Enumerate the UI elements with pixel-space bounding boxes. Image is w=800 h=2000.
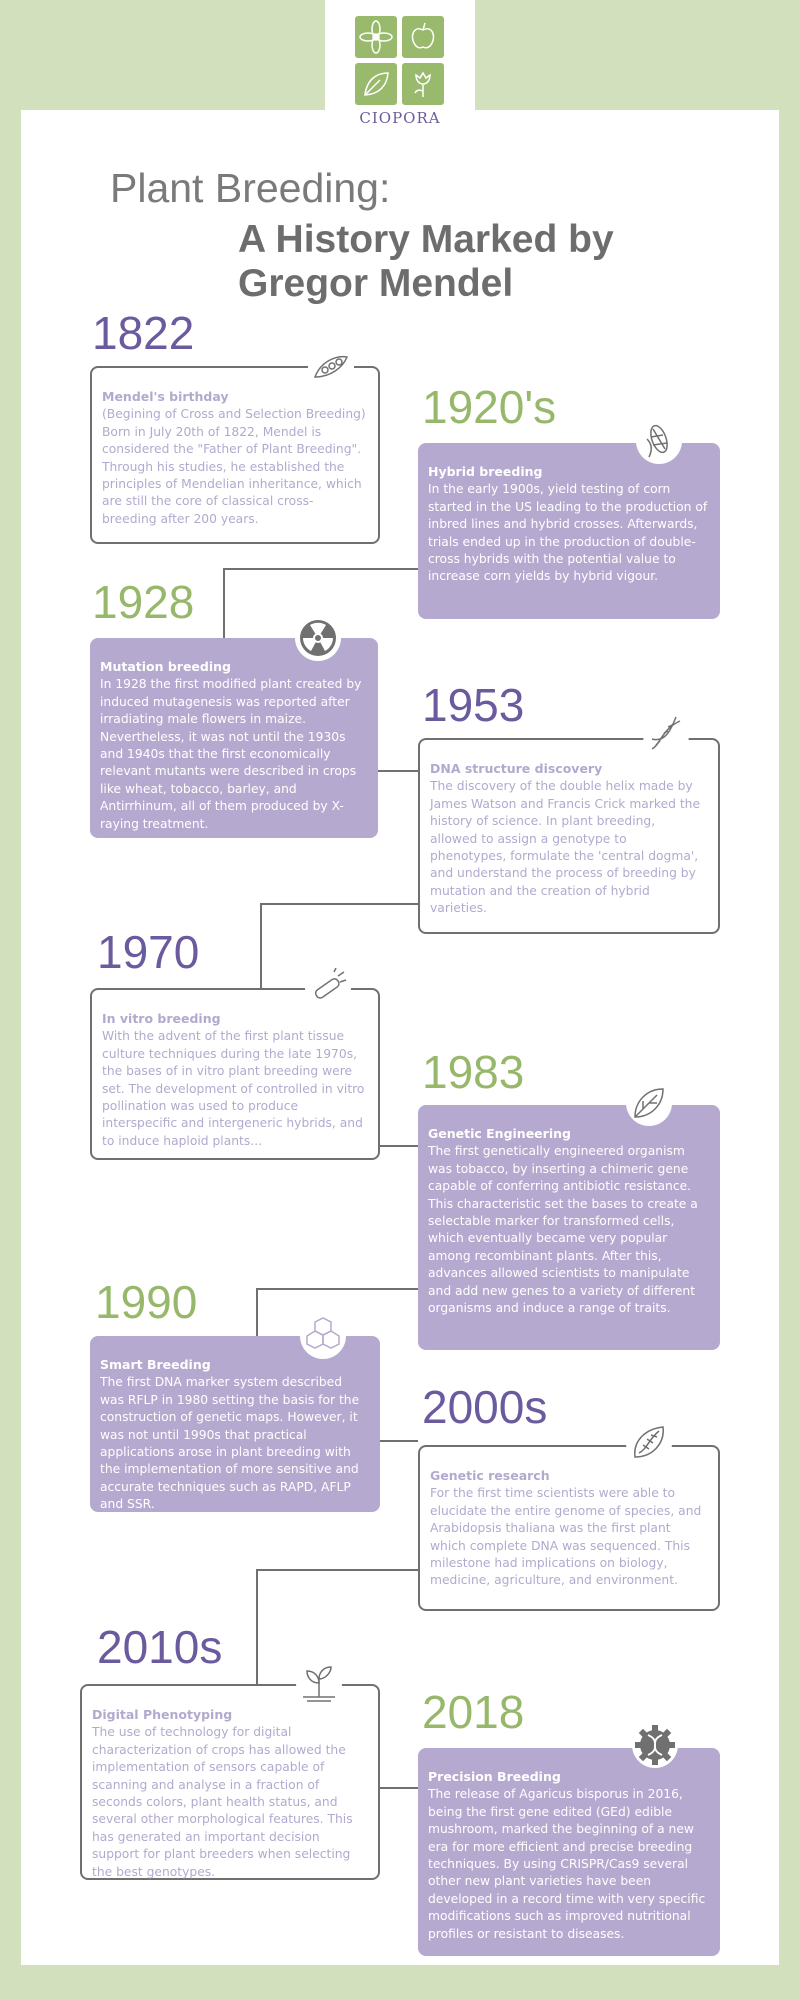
year-1990: 1990: [95, 1276, 198, 1328]
card-title: Mutation breeding: [100, 659, 231, 674]
timeline-connector: [256, 1288, 258, 1336]
timeline-card-1822: [90, 366, 380, 544]
corn-icon: [636, 418, 682, 464]
subtitle-line-2: Gregor Mendel: [238, 262, 514, 305]
card-title: In vitro breeding: [102, 1011, 221, 1026]
pea-pod-icon: [308, 345, 354, 391]
timeline-connector: [380, 1145, 418, 1147]
timeline-connector: [260, 903, 418, 905]
card-title: Genetic research: [430, 1468, 550, 1483]
card-text: For the first time scientists were able to elucidate the entire genome of species, and Arabidopsis thaliana was the first plant which complete DNA was sequenced. This milestone had implications on biology, medicine, agriculture, and environment.: [430, 1486, 702, 1588]
timeline-card-1928: [90, 638, 378, 838]
leaf-icon: [355, 63, 397, 105]
timeline-card-1970: [90, 988, 380, 1160]
dna-leaf-icon: [626, 1420, 672, 1466]
card-text: In the early 1900s, yield testing of corn started in the US leading to the production of inbred lines and hybrid crosses. Afterwards, trials ended up in the production of double-cross hybrids with the potential value to increase corn yields by hybrid vigour.: [428, 482, 708, 584]
card-text: The first DNA marker system described was RFLP in 1980 setting the basis for the construction of genetic maps. However, it was not until 1990s that practical applications arose in plant breeding with the implementation of more sensitive and accurate techniques such as RAPD, AFLP and SSR.: [100, 1375, 360, 1512]
dna-gear-icon: [632, 1722, 678, 1768]
timeline-connector: [256, 1569, 258, 1684]
timeline-card-2010s: [80, 1684, 380, 1880]
year-2000s: 2000s: [422, 1381, 548, 1433]
card-text: The first genetically engineered organism was tobacco, by inserting a chimeric gene capable of conferring antibiotic resistance. This characteristic set the bases to create a selectable marker for transformed cells, which eventually became very popular among recombinant plants. After this, advances allowed scientists to manipulate and add new genes to a variety of different organisms and induce a range of traits.: [428, 1144, 698, 1316]
timeline-connector: [378, 770, 418, 772]
molecule-icon: [300, 1313, 346, 1359]
card-text: The discovery of the double helix made by James Watson and Francis Crick marked the history of science. In plant breeding, allowed to assign a genotype to phenotypes, formulate the 'central dogma', and understand the process of breeding by mutation and the creation of hybrid varieties.: [430, 779, 701, 916]
year-2010s: 2010s: [97, 1621, 223, 1673]
flower-icon: [355, 16, 397, 58]
timeline-card-1920s: [418, 443, 720, 619]
year-1983: 1983: [422, 1046, 525, 1098]
page-subtitle: [238, 218, 614, 306]
timeline-connector: [223, 568, 225, 638]
card-title: Hybrid breeding: [428, 464, 543, 479]
card-title: Precision Breeding: [428, 1769, 561, 1784]
card-text: The use of technology for digital characterization of crops has allowed the implementation of sensors capable of scanning and analyse in a fraction of seconds colors, plant health status, and several other morphological features. This has generated an important decision support for plant breeders when selecting the best genotypes.: [92, 1725, 353, 1879]
timeline-card-2018: [418, 1748, 720, 1956]
timeline-card-1990: [90, 1336, 380, 1512]
seedling-icon: [296, 1660, 342, 1706]
apple-icon: [402, 16, 444, 58]
tobacco-leaf-icon: [626, 1080, 672, 1126]
timeline-card-1953: [418, 738, 720, 934]
timeline-connector: [380, 1440, 418, 1442]
year-2018: 2018: [422, 1686, 525, 1738]
card-title: Smart Breeding: [100, 1357, 211, 1372]
logo: [325, 0, 475, 128]
brand-name: CIOPORA: [359, 109, 441, 127]
page-title: Plant Breeding:: [110, 165, 391, 211]
year-1970: 1970: [97, 926, 200, 978]
timeline-connector: [223, 568, 418, 570]
card-text: (Begining of Cross and Selection Breeding) Born in July 20th of 1822, Mendel is considered the "Father of Plant Breeding". Through his studies, he established the principles of Mendelian inheritance, which are still the core of classical cross-breeding after 200 years.: [102, 407, 366, 526]
timeline-card-1983: [418, 1105, 720, 1350]
year-1822: 1822: [92, 307, 195, 359]
timeline-connector: [260, 903, 262, 988]
radiation-icon: [295, 615, 341, 661]
card-text: In 1928 the first modified plant created by induced mutagenesis was reported after irradiating male flowers in maize. Nevertheless, it was not until the 1930s and 1940s that the first economically relevant mutants were described in crops like wheat, tobacco, barley, and Antirrhinum, all of them produced by X-raying treatment.: [100, 677, 362, 831]
dna-icon: [643, 712, 689, 758]
test-tube-icon: [305, 965, 351, 1011]
subtitle-line-1: A History Marked by: [238, 218, 614, 261]
year-1920s: 1920's: [422, 381, 557, 433]
card-title: DNA structure discovery: [430, 761, 603, 776]
timeline-card-2000s: [418, 1445, 720, 1611]
timeline-connector: [256, 1569, 418, 1571]
card-text: The release of Agaricus bisporus in 2016, being the first gene edited (GEd) edible mushroom, marked the beginning of a new era for more efficient and precise breeding techniques. By using CRISPR/Cas9 several other new plant varieties have been developed in a record time with very specific modifications such as improved nutritional profiles or resistant to diseases.: [428, 1787, 706, 1941]
card-title: Digital Phenotyping: [92, 1707, 233, 1722]
rose-icon: [402, 63, 444, 105]
card-title: Mendel's birthday: [102, 389, 229, 404]
timeline-connector: [380, 1787, 418, 1789]
year-1953: 1953: [422, 679, 525, 731]
card-text: With the advent of the first plant tissue culture techniques during the late 1970s, the bases of in vitro plant breeding were set. The development of controlled in vitro pollination was used to produce interspecific and intergeneric hybrids, and to induce haploid plants...: [102, 1029, 365, 1148]
timeline-connector: [256, 1288, 418, 1290]
year-1928: 1928: [92, 576, 195, 628]
card-title: Genetic Engineering: [428, 1126, 571, 1141]
